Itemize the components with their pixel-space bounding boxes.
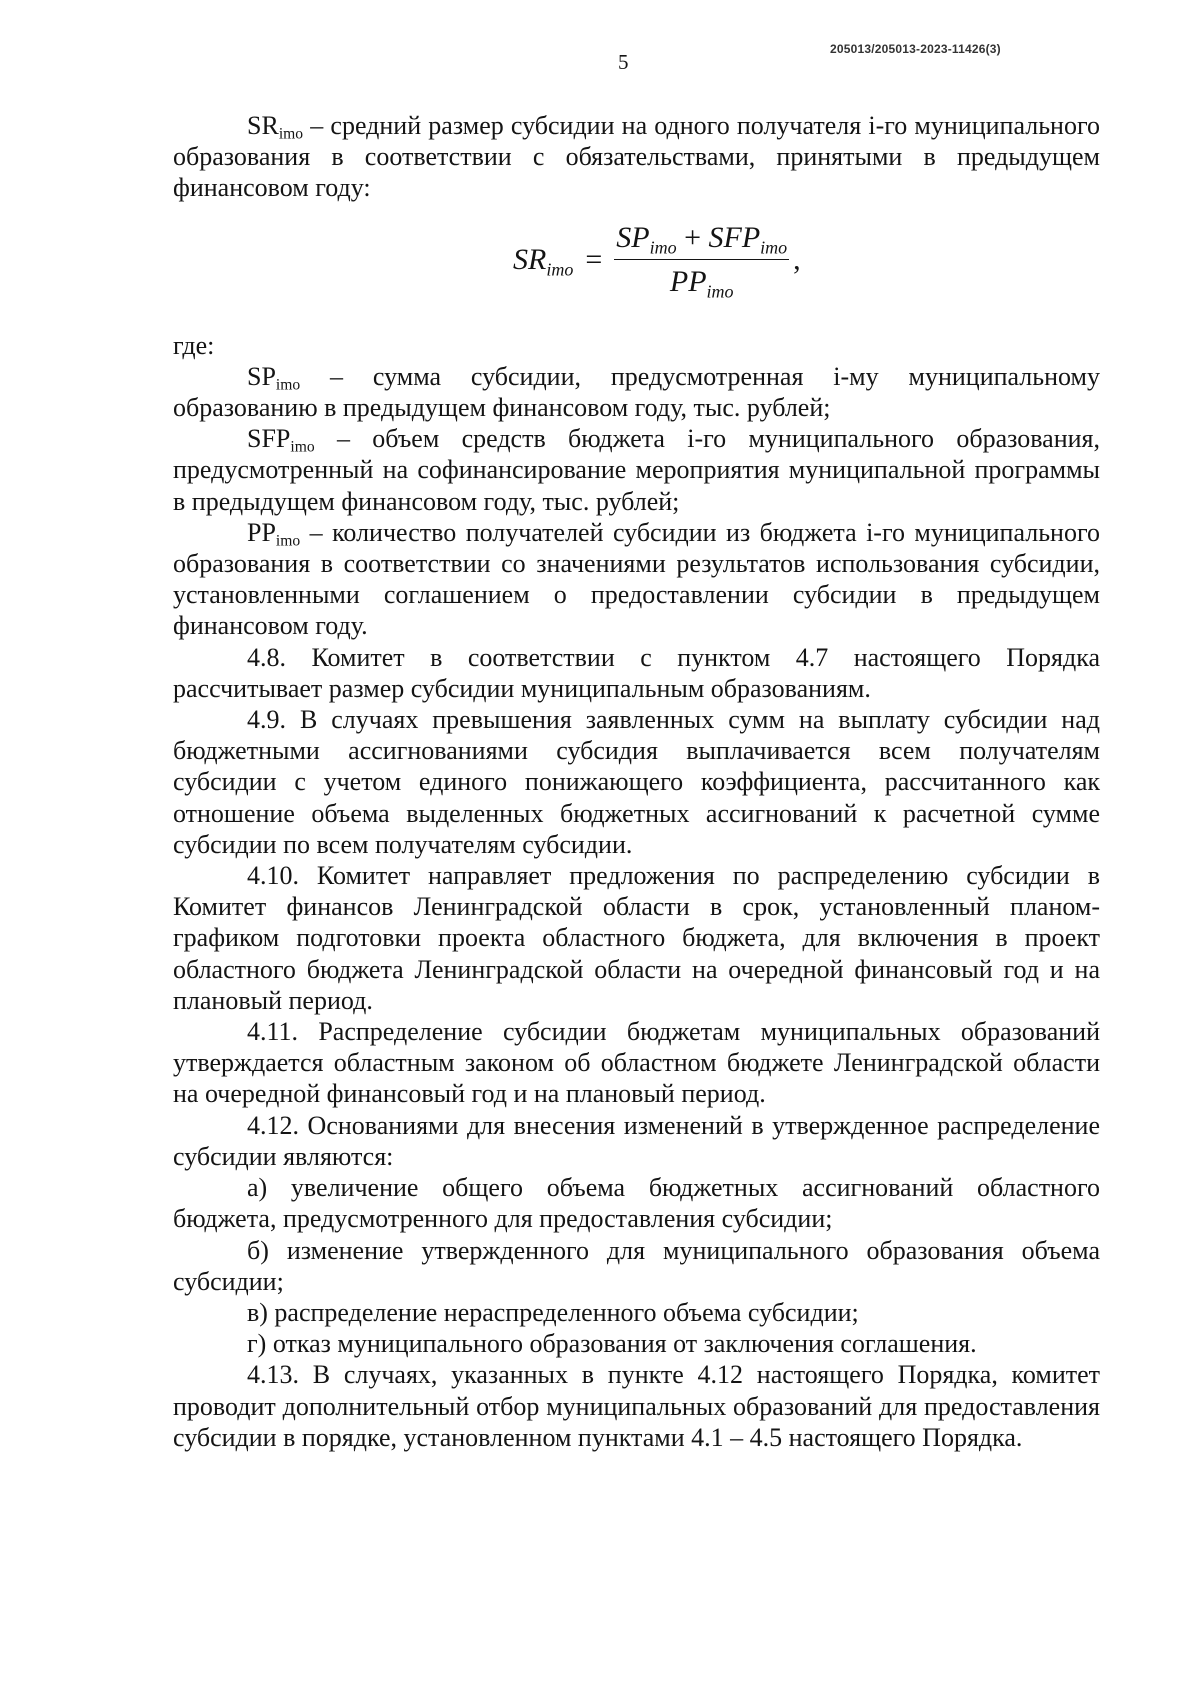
formula-lhs-subscript: imo [546, 259, 574, 279]
definition-sr-text: – средний размер субсидии на одного получателя і-го муниципального образования в соответствии с обязательствами, принятыми в предыдущем финансовом году: [173, 111, 1100, 203]
formula-num-a-main: SP [616, 220, 650, 254]
formula-num-a-subscript: imo [649, 236, 677, 257]
formula-numerator [614, 222, 789, 259]
definition-pp-text: – количество получателей субсидии из бюджета і-го муниципального образования в соответствии со значениями результатов использования субсидии, установленными соглашением о предоставлении субсидии в предыдущем финансовом году. [173, 517, 1100, 641]
symbol-sr: SR [247, 111, 279, 140]
formula-block [173, 212, 1100, 330]
formula-fraction [614, 220, 789, 302]
formula-den-main: PP [669, 264, 707, 298]
page-number: 5 [618, 50, 629, 74]
formula-plus: + [676, 220, 709, 254]
formula-sr [513, 220, 801, 302]
symbol-sr-subscript: imo [278, 125, 304, 143]
symbol-sp: SP [247, 361, 276, 391]
symbol-sp-subscript: imo [275, 376, 301, 394]
formula-lhs [513, 242, 574, 279]
page-content [173, 110, 1100, 1453]
symbol-sfp: SFP [247, 424, 291, 454]
document-id: 205013/205013-2023-11426(3) [830, 42, 1001, 56]
formula-denominator [669, 260, 734, 302]
formula-num-b-main: SFP [708, 220, 761, 254]
paragraph-4-8: 4.8. Комитет в соответствии с пунктом 4.7 настоящего Порядка рассчитывает размер субсидии муниципальным образованиям. [173, 642, 1100, 703]
where-label: где: [173, 330, 215, 360]
definition-sr [173, 110, 1100, 204]
formula-num-b-subscript: imo [760, 236, 788, 257]
paragraph-4-12-d: г) отказ муниципального образования от заключения соглашения. [247, 1329, 977, 1359]
symbol-sfp-subscript: imo [290, 438, 315, 456]
formula-comma: , [793, 242, 801, 276]
definition-sfp-text: – объем средств бюджета і-го муниципального образования, предусмотренный на софинансирование мероприятия муниципальной программы в предыдущем финансовом году, тыс. рублей; [173, 424, 1100, 516]
definition-sp-text: – сумма субсидии, предусмотренная і-му муниципальному образованию в предыдущем финансовом году, тыс. рублей; [173, 361, 1100, 423]
paragraph-4-12-c: в) распределение нераспределенного объема субсидии; [247, 1297, 859, 1327]
definition-pp [173, 517, 1100, 642]
paragraph-4-9: 4.9. В случаях превышения заявленных сумм на выплату субсидии над бюджетными ассигнованиями субсидия выплачивается всем получателям субсидии с учетом единого понижающего коэффициента, рассчитанного как отношение объема выделенных бюджетных ассигнований к расчетной сумме субсидии по всем получателям субсидии. [173, 705, 1100, 859]
symbol-pp-subscript: imo [275, 532, 301, 550]
paragraph-4-13: 4.13. В случаях, указанных в пункте 4.12 настоящего Порядка, комитет проводит дополнительный отбор муниципальных образований для предоставления субсидии в порядке, установленном пунктами 4.1 – 4.5 настоящего Порядка. [173, 1360, 1100, 1452]
paragraph-4-12: 4.12. Основаниями для внесения изменений в утвержденное распределение субсидии являются: [173, 1110, 1100, 1171]
paragraph-4-12-b: б) изменение утвержденного для муниципального образования объема субсидии; [173, 1235, 1100, 1296]
formula-equals: = [585, 242, 603, 276]
paragraph-4-12-a: а) увеличение общего объема бюджетных ассигнований областного бюджета, предусмотренного для предоставления субсидии; [173, 1173, 1100, 1234]
formula-den-subscript: imo [706, 281, 734, 302]
symbol-pp: PP [247, 517, 276, 547]
paragraph-4-11: 4.11. Распределение субсидии бюджетам муниципальных образований утверждается областным законом об областном бюджете Ленинградской области на очередной финансовый год и на плановый период. [173, 1017, 1100, 1109]
definition-sp [173, 361, 1100, 423]
formula-lhs-main: SR [513, 242, 547, 276]
definition-sfp [173, 423, 1100, 517]
paragraph-4-10: 4.10. Комитет направляет предложения по распределению субсидии в Комитет финансов Ленинградской области в срок, установленный планом-графиком подготовки проекта областного бюджета, для включения в проект областного бюджета Ленинградской области на очередной финансовый год и на плановый период. [173, 861, 1100, 1015]
